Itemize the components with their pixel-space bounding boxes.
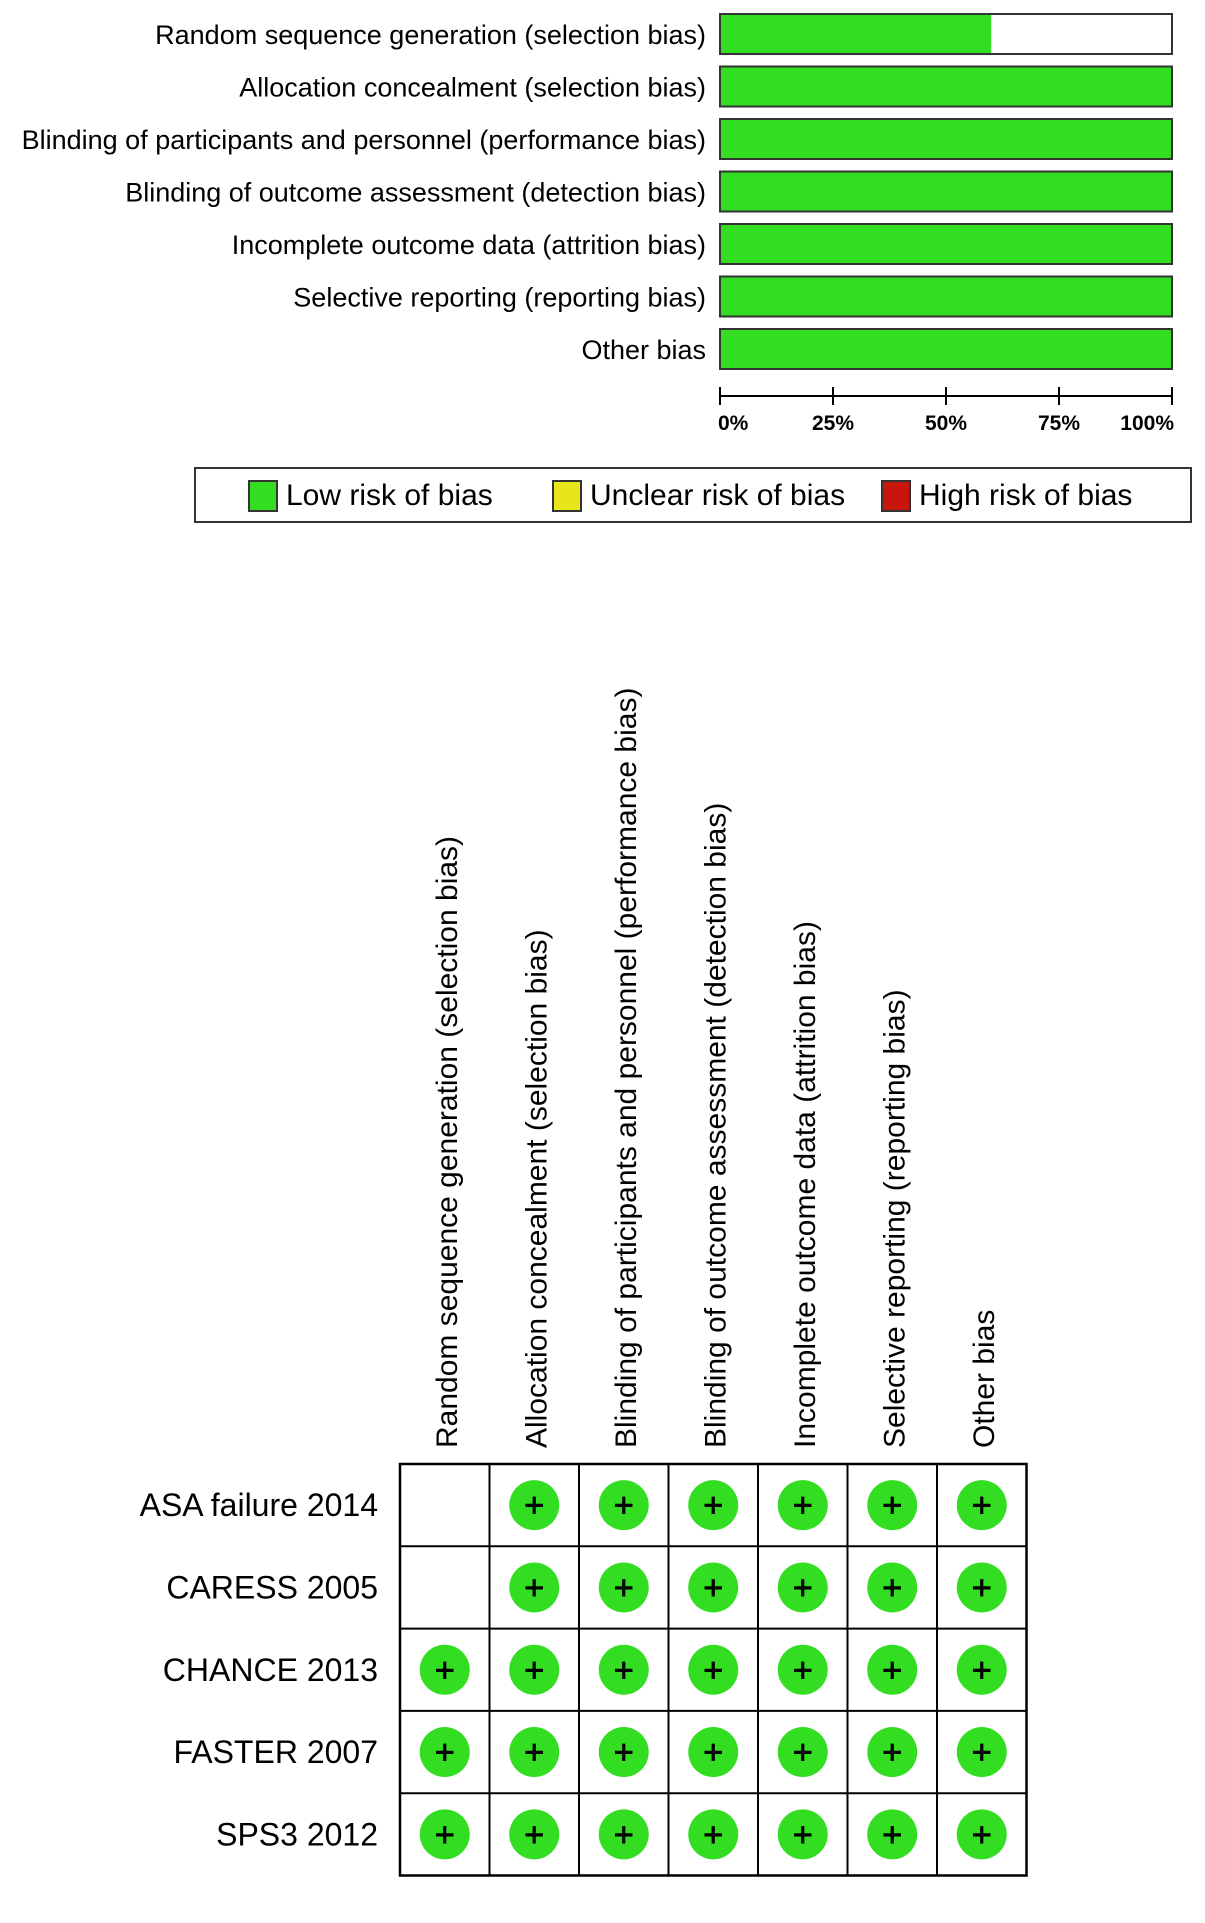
x-tick-label: 100%	[1120, 412, 1174, 435]
x-tick-label: 0%	[718, 412, 749, 435]
low-risk-mark-symbol: +	[970, 1488, 994, 1522]
x-tick-label: 75%	[1037, 412, 1081, 435]
legend	[194, 467, 1192, 523]
low-risk-mark-symbol: +	[880, 1817, 904, 1851]
category-label: Allocation concealment (selection bias)	[239, 72, 706, 103]
category-label: Random sequence generation (selection bias)	[155, 20, 706, 50]
column-header: Random sequence generation (selection bias)	[430, 835, 464, 1448]
low-risk-mark-symbol: +	[522, 1817, 546, 1851]
low-risk-mark-symbol: +	[433, 1817, 457, 1851]
legend-swatch-low	[248, 480, 278, 512]
low-risk-mark-symbol: +	[791, 1735, 815, 1769]
column-header: Incomplete outcome data (attrition bias)	[788, 921, 822, 1448]
low-risk-mark-symbol: +	[612, 1488, 636, 1522]
low-risk-mark-symbol: +	[612, 1817, 636, 1851]
study-label: SPS3 2012	[216, 1816, 378, 1853]
low-risk-mark-symbol: +	[880, 1570, 904, 1604]
low-risk-mark-symbol: +	[791, 1817, 815, 1851]
column-header: Blinding of outcome assessment (detection bias)	[699, 802, 733, 1448]
x-tick-label: 25%	[811, 412, 855, 435]
risk-of-bias-table	[0, 600, 1205, 1923]
low-risk-mark-symbol: +	[612, 1652, 636, 1686]
legend-item-unclear	[552, 480, 845, 512]
bar-segment	[720, 224, 1172, 264]
legend-label-low: Low risk of bias	[286, 479, 493, 512]
low-risk-mark-symbol: +	[970, 1735, 994, 1769]
low-risk-mark-symbol: +	[701, 1652, 725, 1686]
low-risk-mark-symbol: +	[522, 1570, 546, 1604]
low-risk-mark-symbol: +	[701, 1488, 725, 1522]
study-label: FASTER 2007	[173, 1734, 378, 1771]
low-risk-mark-symbol: +	[433, 1652, 457, 1686]
low-risk-mark-symbol: +	[880, 1652, 904, 1686]
x-tick-label: 50%	[924, 412, 968, 435]
category-label: Other bias	[581, 335, 706, 365]
low-risk-mark-symbol: +	[701, 1570, 725, 1604]
study-label: ASA failure 2014	[139, 1487, 378, 1524]
category-label: Blinding of participants and personnel (performance bias)	[21, 125, 706, 155]
low-risk-mark-symbol: +	[970, 1570, 994, 1604]
low-risk-mark-symbol: +	[701, 1817, 725, 1851]
low-risk-mark-symbol: +	[880, 1735, 904, 1769]
bar-segment	[720, 119, 1172, 159]
low-risk-mark-symbol: +	[970, 1817, 994, 1851]
bar-segment	[720, 329, 1172, 369]
bar-segment	[720, 172, 1172, 212]
low-risk-mark-symbol: +	[612, 1735, 636, 1769]
column-header: Blinding of participants and personnel (performance bias)	[609, 687, 643, 1448]
category-label: Blinding of outcome assessment (detection bias)	[125, 177, 706, 208]
bar-segment	[720, 277, 1172, 317]
category-label: Selective reporting (reporting bias)	[293, 282, 706, 313]
low-risk-mark-symbol: +	[612, 1570, 636, 1604]
legend-swatch-unclear	[552, 480, 582, 512]
legend-item-low	[248, 480, 493, 512]
legend-item-high	[881, 480, 1132, 512]
low-risk-mark-symbol: +	[970, 1652, 994, 1686]
legend-label-high: High risk of bias	[919, 479, 1133, 512]
study-label: CHANCE 2013	[162, 1651, 378, 1688]
risk-of-bias-summary-chart	[0, 0, 1205, 440]
low-risk-mark-symbol: +	[522, 1735, 546, 1769]
low-risk-mark-symbol: +	[522, 1488, 546, 1522]
column-header: Other bias	[967, 1309, 1001, 1448]
bar-segment	[720, 14, 991, 54]
low-risk-mark-symbol: +	[701, 1735, 725, 1769]
low-risk-mark-symbol: +	[791, 1488, 815, 1522]
low-risk-mark-symbol: +	[880, 1488, 904, 1522]
category-label: Incomplete outcome data (attrition bias)	[231, 230, 706, 260]
bar-segment	[720, 67, 1172, 107]
low-risk-mark-symbol: +	[522, 1652, 546, 1686]
legend-swatch-high	[881, 480, 911, 512]
low-risk-mark-symbol: +	[791, 1652, 815, 1686]
legend-label-unclear: Unclear risk of bias	[590, 479, 846, 512]
column-header: Allocation concealment (selection bias)	[520, 929, 554, 1448]
low-risk-mark-symbol: +	[433, 1735, 457, 1769]
column-header: Selective reporting (reporting bias)	[878, 989, 912, 1448]
study-label: CARESS 2005	[166, 1569, 378, 1606]
low-risk-mark-symbol: +	[791, 1570, 815, 1604]
